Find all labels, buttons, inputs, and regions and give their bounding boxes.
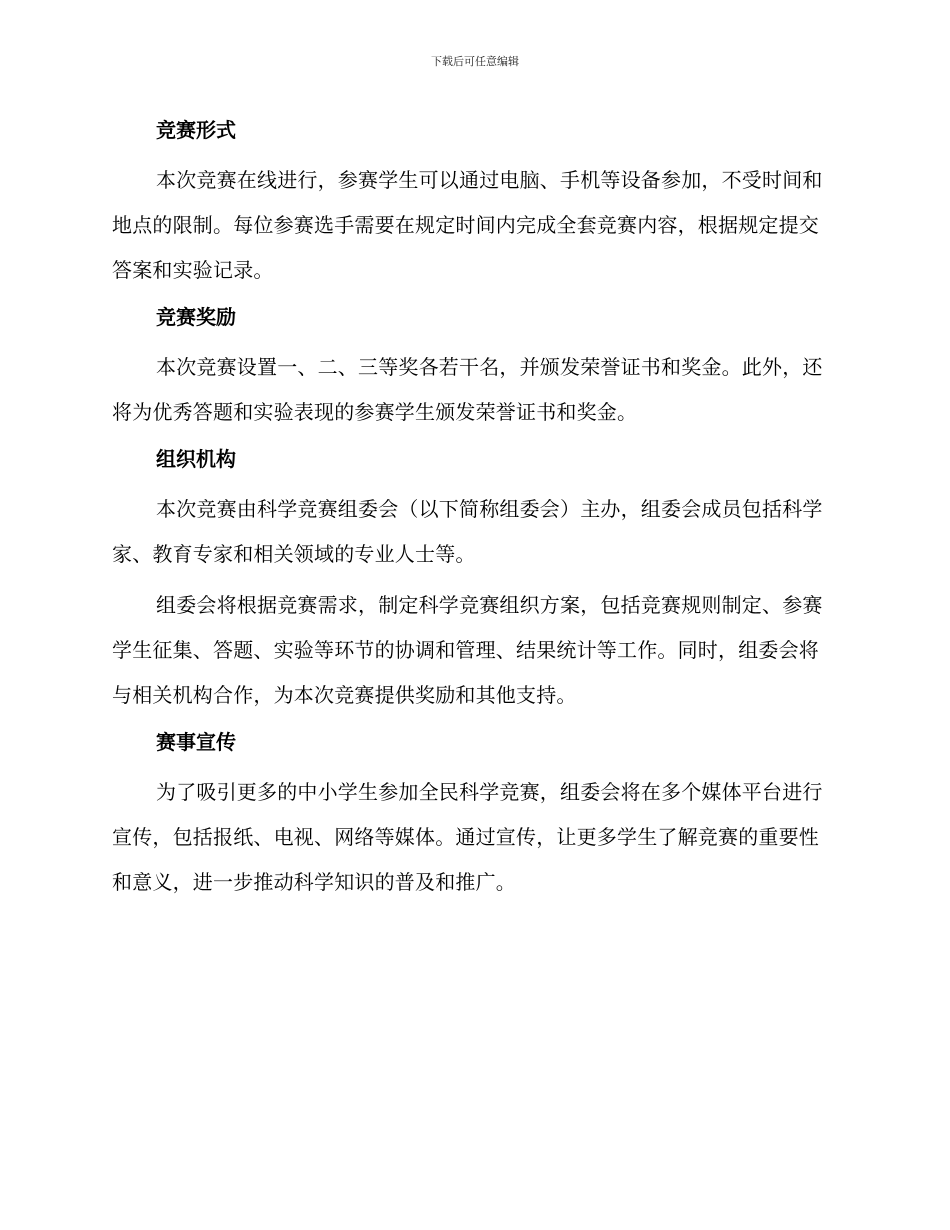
section-heading: 竞赛奖励 <box>156 305 236 329</box>
section-heading: 竞赛形式 <box>156 118 236 142</box>
section-heading: 组织机构 <box>156 447 236 471</box>
paragraph: 为了吸引更多的中小学生参加全民科学竞赛，组委会将在多个媒体平台进行宣传，包括报纸、电视、网络等媒体。通过宣传，让更多学生了解竞赛的重要性和意义，进一步推动科学知识的普及和推广。 <box>112 780 823 894</box>
paragraph: 组委会将根据竞赛需求，制定科学竞赛组织方案，包括竞赛规则制定、参赛学生征集、答题、实验等环节的协调和管理、结果统计等工作。同时，组委会将与相关机构合作，为本次竞赛提供奖励和其他支持。 <box>112 593 823 707</box>
section-competition-format <box>112 112 832 293</box>
paragraph: 本次竞赛在线进行，参赛学生可以通过电脑、手机等设备参加，不受时间和地点的限制。每位参赛选手需要在规定时间内完成全套竞赛内容，根据规定提交答案和实验记录。 <box>112 168 823 282</box>
page-header: 下载后可任意编辑 <box>431 55 519 68</box>
section-competition-awards <box>112 299 832 435</box>
paragraph: 本次竞赛由科学竞赛组委会（以下简称组委会）主办，组委会成员包括科学家、教育专家和相关领域的专业人士等。 <box>112 497 823 566</box>
paragraph: 本次竞赛设置一、二、三等奖各若干名，并颁发荣誉证书和奖金。此外，还将为优秀答题和实验表现的参赛学生颁发荣誉证书和奖金。 <box>112 355 823 424</box>
section-event-publicity <box>112 724 832 905</box>
section-organization <box>112 441 832 718</box>
section-heading: 赛事宣传 <box>156 730 236 754</box>
document-body <box>112 112 832 911</box>
